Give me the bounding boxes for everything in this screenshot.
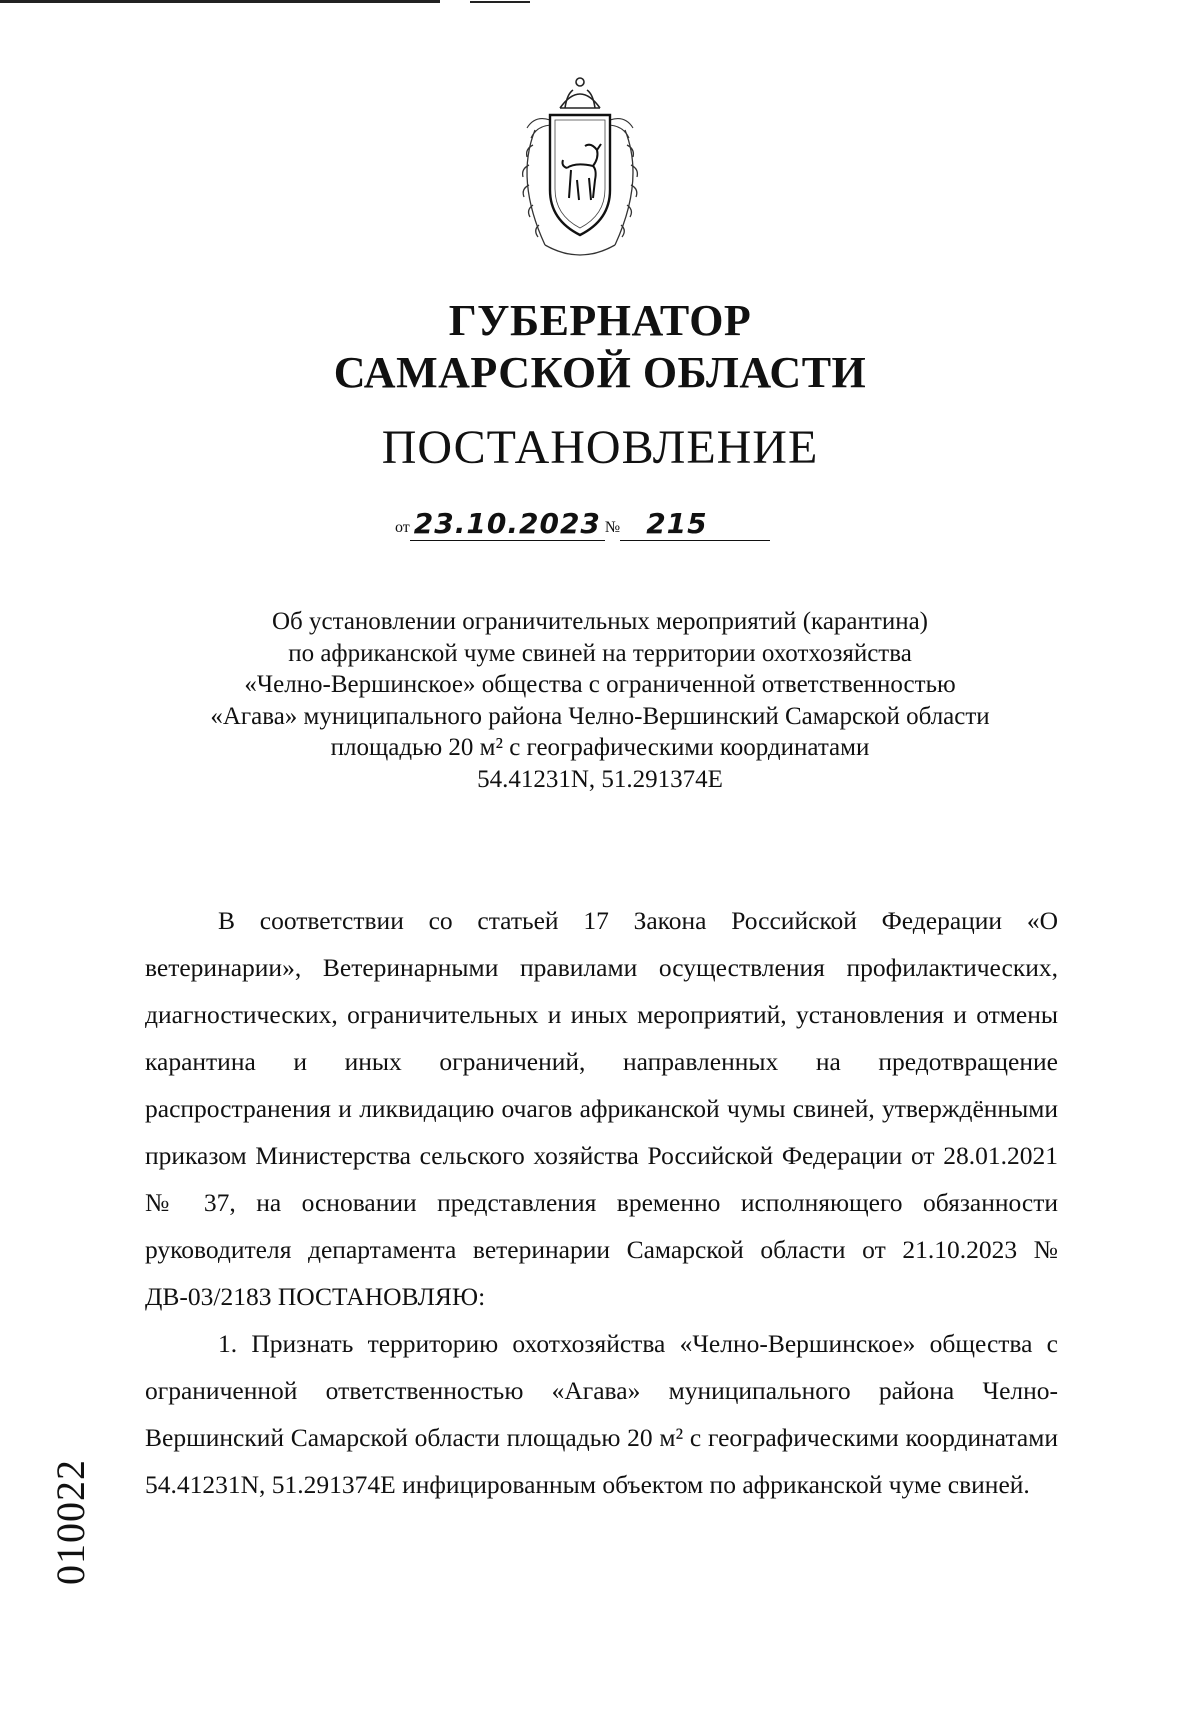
date-label: от <box>395 519 410 536</box>
subject-line: 54.41231N, 51.291374E <box>477 765 723 793</box>
document-body <box>145 897 1058 1508</box>
subject-line: «Челно-Вершинское» общества с ограниченной ответственностью <box>244 671 956 698</box>
document-subject <box>150 606 1050 795</box>
date-value: 23.10.2023 <box>410 508 605 541</box>
subject-line: «Агава» муниципального района Челно-Вершинский Самарской области <box>210 702 990 730</box>
document-type-title: ПОСТАНОВЛЕНИЕ <box>381 421 819 474</box>
scan-edge-line <box>0 0 440 3</box>
scan-edge-line <box>470 1 530 3</box>
subject-line: Об установлении ограничительных мероприятий (карантина) <box>271 608 929 635</box>
number-value: 215 <box>620 508 770 541</box>
body-paragraph-preamble: В соответствии со статьей 17 Закона Российской Федерации «О ветеринарии», Ветеринарными правилами осуществления профилактических, диагностических, ограничительных и иных мероприятий, установления и отмены карантина и иных ограничений, направленных на предотвращение распространения и ликвидацию очагов африканской чумы свиней, утверждёнными приказом Министерства сельского хозяйства Российской Федерации от 28.01.2021 № 37, на основании представления временно исполняющего обязанности руководителя департамента ветеринарии Самарской области от 21.10.2023 № ДВ-03/2183 ПОСТАНОВЛЯЮ: <box>145 906 1058 1311</box>
subject-line: по африканской чуме свиней на территории охотхозяйства <box>288 639 912 667</box>
registration-line <box>395 505 770 541</box>
subject-line: площадью 20 м² с географическими координатами <box>330 734 870 761</box>
serial-number: 010022 <box>48 1459 93 1585</box>
authority-title-line2: САМАРСКОЙ ОБЛАСТИ <box>333 348 867 397</box>
number-label: № <box>604 519 621 536</box>
body-paragraph-item-1: 1. Признать территорию охотхозяйства «Челно-Вершинское» общества с ограниченной ответственностью «Агава» муниципального района Челно-Вершинский Самарской области площадью 20 м² с географическими координатами 54.41231N, 51.291374E инфицированным объектом по африканской чуме свиней. <box>145 1329 1058 1499</box>
authority-title-line1: ГУБЕРНАТОР <box>448 296 752 345</box>
coat-of-arms-icon <box>505 70 655 270</box>
